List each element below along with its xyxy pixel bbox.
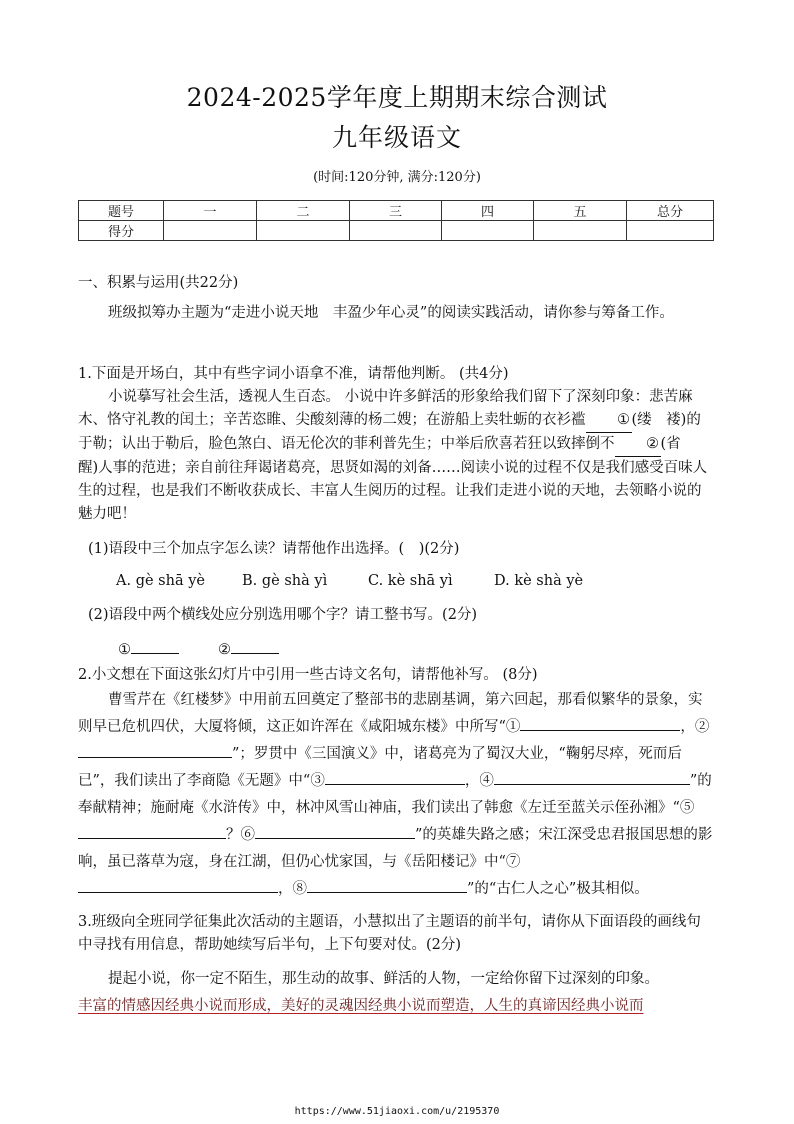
score-cell: 题号 (79, 201, 164, 221)
footer-url[interactable]: https://www.51jiaoxi.com/u/2195370 (294, 1106, 500, 1117)
option-a[interactable]: A. gè shā yè (116, 573, 205, 589)
fill-blank-2[interactable] (78, 742, 232, 758)
fill-blank-1a[interactable] (520, 715, 588, 731)
fill-blank-7[interactable] (78, 877, 278, 893)
fill-blank-5[interactable] (78, 823, 226, 839)
score-cell: 五 (534, 201, 627, 221)
blank-2[interactable]: ② (615, 433, 661, 457)
question-2-stem: 2.小文想在下面这张幻灯片中引用一些古诗文名句，请帮他补写。 (8分) (78, 667, 538, 683)
score-cell: 二 (257, 201, 350, 221)
question-1-stem: 1.下面是开场白，其中有些字词小语拿不准，请帮他判断。 (共4分) (78, 366, 509, 382)
passage-text: ”的“古仁人之心”极其相似。 (467, 881, 649, 897)
passage-text: ”的奉献精神；施耐庵《水浒传》中，林冲风雪山神庙，我们读出了韩愈《左迁至蓝关示侄孙湘》“⑤ (78, 773, 712, 816)
option-b[interactable]: B. gè shà yì (242, 573, 328, 589)
blank-1[interactable]: ① (586, 409, 632, 433)
score-table (78, 200, 714, 241)
score-input-cell[interactable] (627, 221, 714, 241)
passage-text: (缕 褛)的于勒；认出于勒后，脸色煞白、语无伦次的菲利普先生；中举后欣喜若狂以致摔倒不 (78, 412, 701, 452)
fill-blank-4[interactable] (494, 769, 690, 785)
page-title: 2024-2025学年度上期期末综合测试 (186, 83, 608, 112)
answer-1-blank[interactable] (131, 638, 179, 654)
question-3-passage-2 (78, 995, 714, 1018)
fill-blank-6[interactable] (255, 823, 415, 839)
score-input-cell[interactable] (534, 221, 627, 241)
score-cell: 四 (442, 201, 534, 221)
question-3-passage-1: 提起小说，你一定不陌生，那生动的故事、鲜活的人物，一定给你留下过深刻的印象。 (108, 971, 659, 987)
underlined-sentence: 丰富的情感因经典小说而形成，美好的灵魂因经典小说而塑造，人生的真谛因经典小说而 (78, 998, 644, 1014)
question-2-passage (78, 687, 714, 903)
answer-1-label: ① (118, 642, 131, 658)
fill-blank-1b[interactable] (588, 715, 680, 731)
answer-2[interactable] (218, 638, 279, 658)
score-table-score-row (79, 221, 714, 241)
score-table-header-row (79, 201, 714, 221)
score-input-cell[interactable] (442, 221, 534, 241)
answer-2-label: ② (218, 642, 231, 658)
fill-blank-3[interactable] (325, 769, 465, 785)
option-d[interactable]: D. kè shà yè (494, 573, 584, 589)
passage-text: ，② (680, 719, 710, 735)
passage-text: ？⑥ (226, 827, 255, 843)
passage-text: (省 醒)人事的范进；亲自前往拜谒诸葛亮，思贤如渴的刘备……阅读小说的过程不仅是我们感受百味人生的过程，也是我们不断收获成长、丰富人生阅历的过程。让我们走进小说的天地，去领略小说的魅力吧！ (78, 436, 708, 522)
question-3-stem: 3.班级向全班同学征集此次活动的主题语，小慧拟出了主题语的前半句，请你从下面语段的画线句中寻找有用信息，帮助她续写后半句，上下句要对仗。(2分) (78, 914, 701, 953)
score-cell: 一 (164, 201, 257, 221)
passage-text: 小说摹写社会生活，透视人生百态。 小说中许多鲜活的形象给我们留下了深刻印象：悲苦麻木、恪守礼教的闰土；辛苦恣睢、尖酸刻薄的杨二嫂；在游船上卖牡蛎的衣衫褴 (78, 389, 693, 428)
exam-note: (时间:120分钟, 满分:120分) (313, 170, 481, 185)
section-intro: 班级拟筹办主题为“走进小说天地 丰盈少年心灵”的阅读实践活动，请你参与筹备工作。 (108, 305, 674, 321)
option-c[interactable]: C. kè shā yì (368, 573, 453, 589)
score-input-cell[interactable] (164, 221, 257, 241)
question-1-passage (78, 386, 714, 526)
fill-blank-8[interactable] (307, 877, 467, 893)
passage-text: ”的英雄失路之感；宋江深受忠君报国思想的影响，虽已落草为寇，身在江湖，但仍心忧家国，与《岳阳楼记》中“⑦ (78, 827, 713, 870)
passage-text: ，⑧ (278, 881, 307, 897)
answer-1[interactable] (118, 638, 179, 658)
section-heading: 一、积累与运用(共22分) (78, 275, 239, 291)
score-input-cell[interactable] (350, 221, 442, 241)
answer-2-blank[interactable] (231, 638, 279, 654)
score-cell: 得分 (79, 221, 164, 241)
question-1-sub2: (2)语段中两个横线处应分别选用哪个字？请工整书写。(2分) (88, 607, 478, 623)
page-subtitle: 九年级语文 (331, 123, 462, 152)
question-1-sub1: (1)语段中三个加点字怎么读？请帮他作出选择。( )(2分) (88, 541, 460, 557)
score-cell: 总分 (627, 201, 714, 221)
passage-text: ，④ (464, 773, 494, 789)
score-input-cell[interactable] (257, 221, 350, 241)
passage-text: ”；罗贯中《三国演义》中，诸葛亮为了蜀汉大业，“鞠躬尽瘁，死而后已”，我们读出了李商隐《无题》中“③ (78, 746, 682, 789)
score-cell: 三 (350, 201, 442, 221)
passage-text: 曹雪芹在《红楼梦》中用前五回奠定了整部书的悲剧基调，第六回起，那看似繁华的景象，实则早已危机四伏，大厦将倾，这正如许浑在《咸阳城东楼》中所写“① (78, 692, 703, 735)
